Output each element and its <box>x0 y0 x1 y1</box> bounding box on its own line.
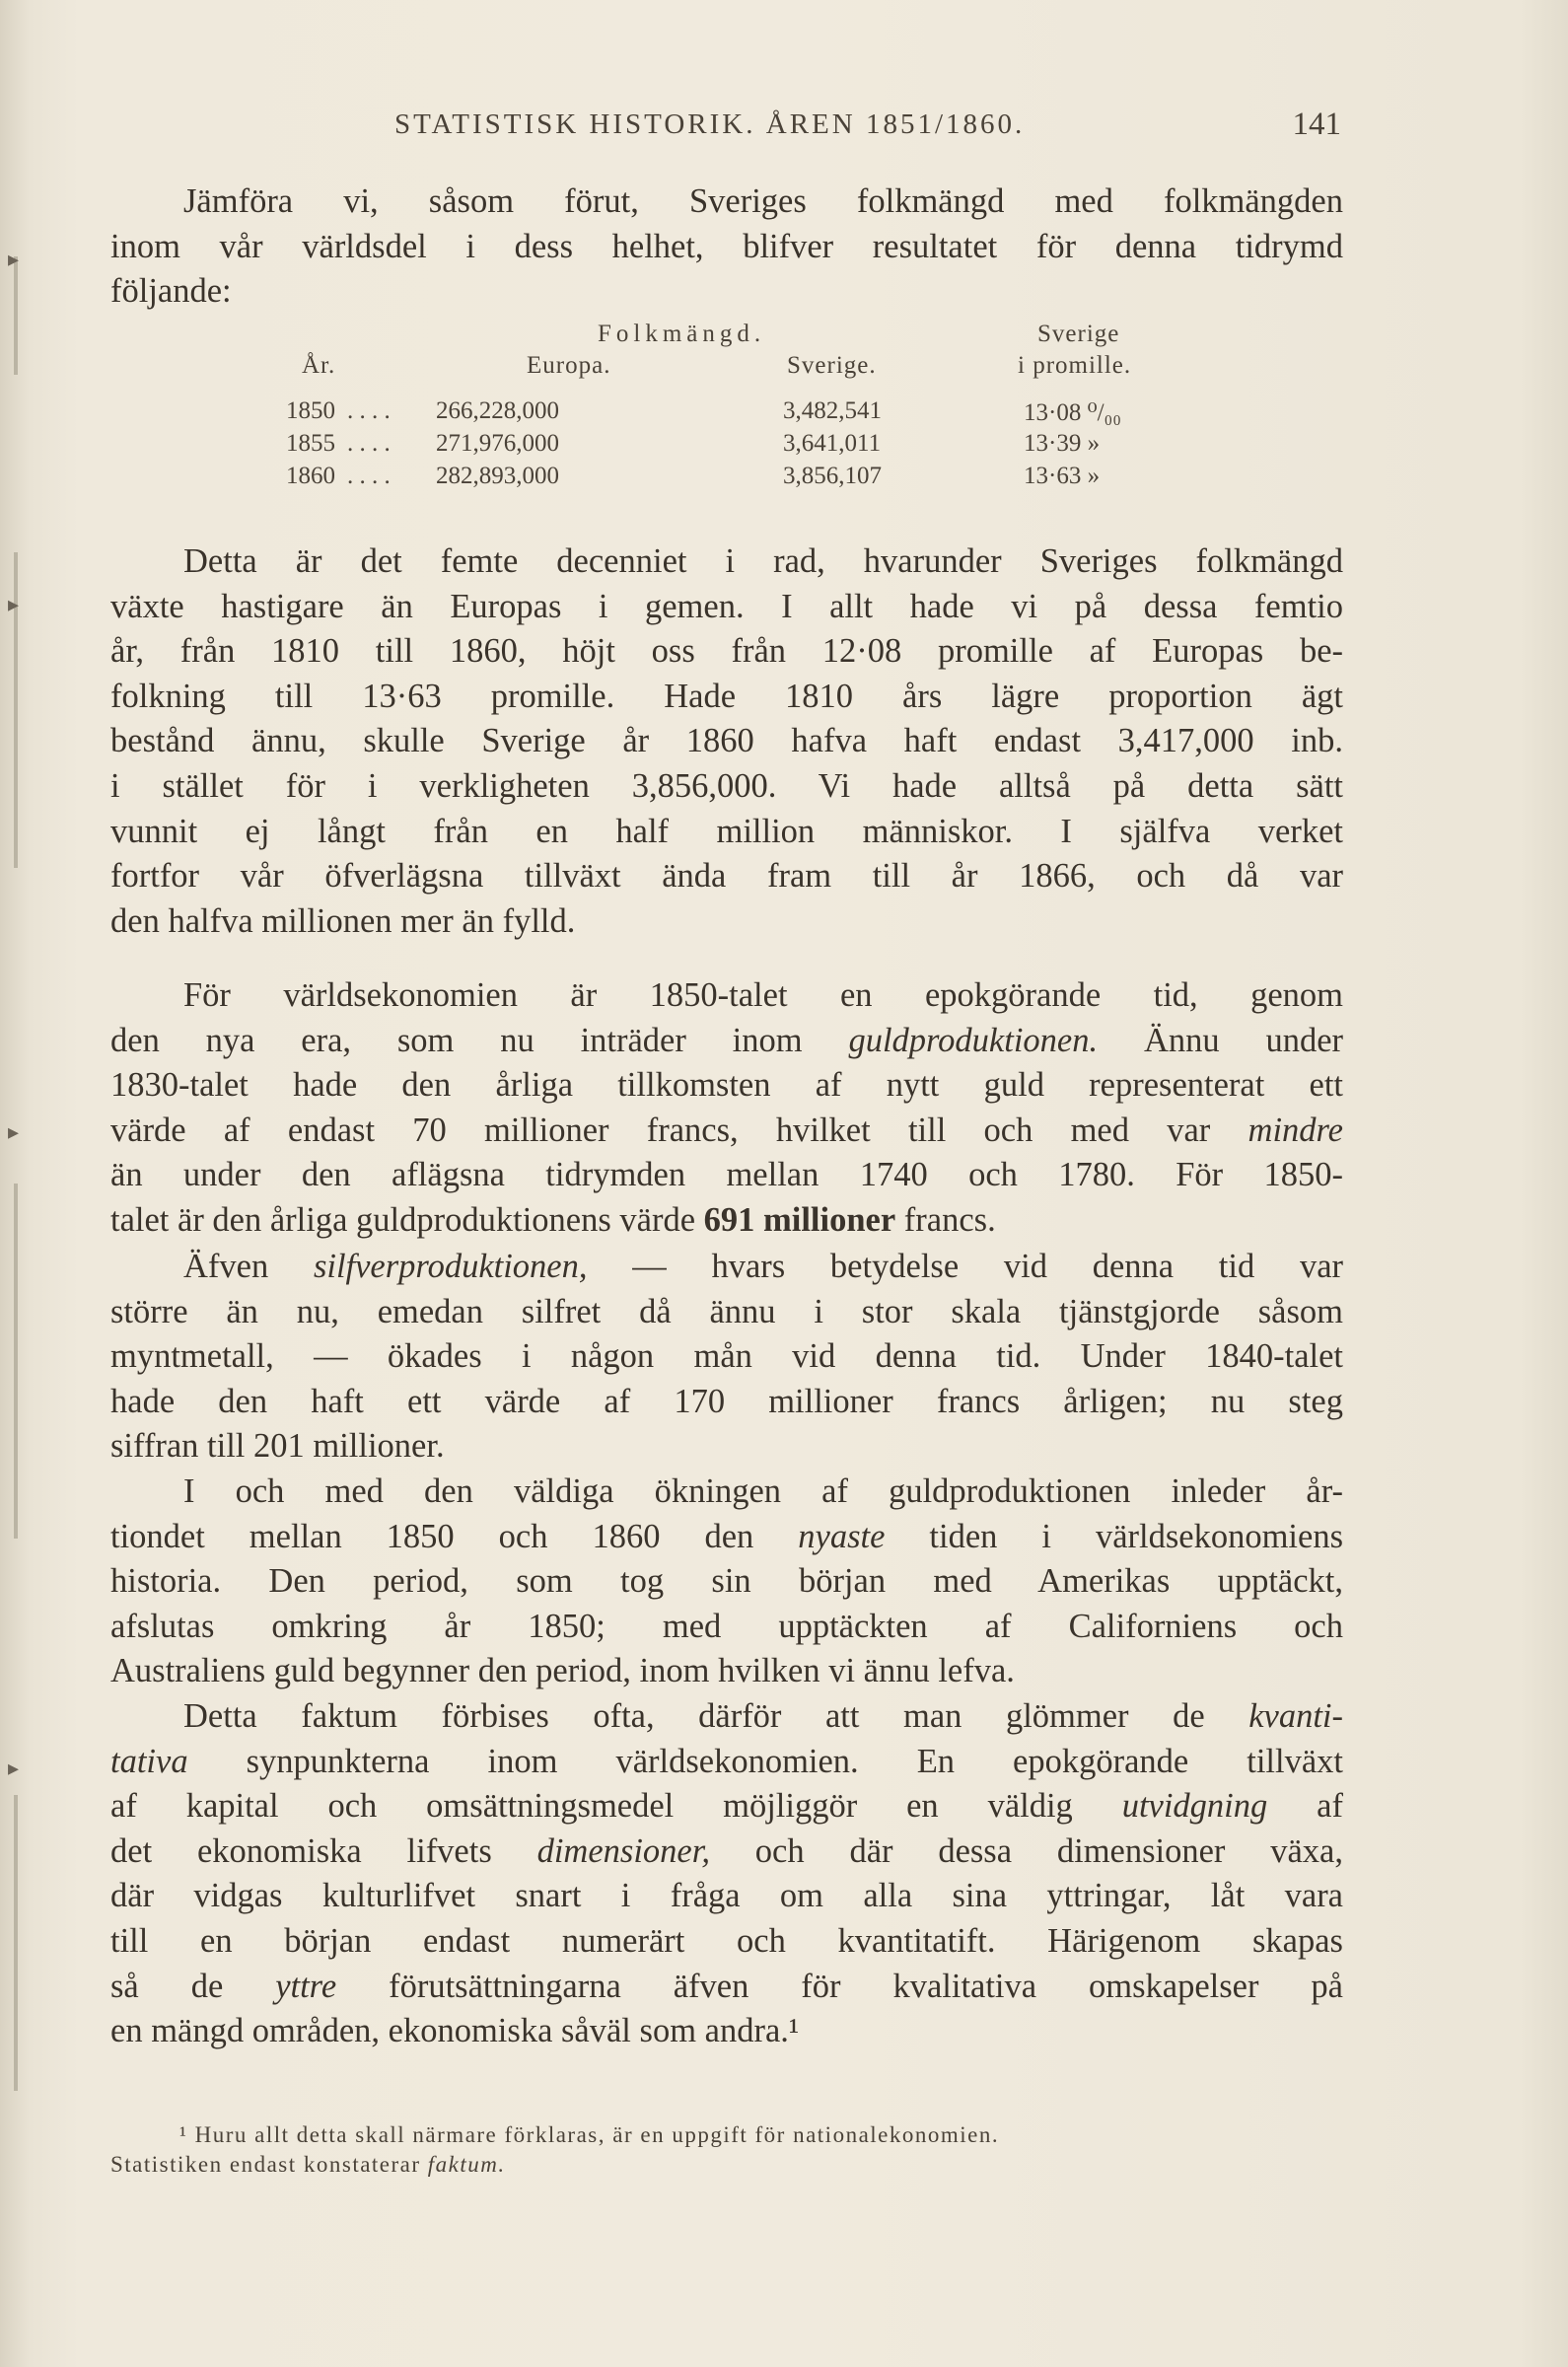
text-line: växte hastigare än Europas i gemen. I allt hade vi på dessa femtio <box>110 587 1343 625</box>
text-line: af kapital och omsättningsmedel möjliggör en väldig utvidgning af <box>110 1787 1343 1826</box>
year-cell: 1855 <box>286 430 335 457</box>
group-header: Folkmängd. <box>598 321 766 347</box>
text-line: historia. Den period, som tog sin början med Amerikas upptäckt, <box>110 1562 1343 1601</box>
text-line: tativa synpunkterna inom världsekonomien. En epokgörande tillväxt <box>110 1742 1343 1780</box>
col-year-header: År. <box>302 352 336 379</box>
promille-cell: 13·63 » <box>1024 463 1101 489</box>
col-sverige-header: Sverige. <box>787 352 877 379</box>
text-line: För världsekonomien är 1850-talet en epokgörande tid, genom <box>183 976 1343 1014</box>
footnote-line: ¹ Huru allt detta skall närmare förklaras, är en uppgift för nationalekonomien. <box>179 2122 1000 2147</box>
footnote <box>110 2120 1343 2180</box>
text-line: myntmetall, — ökades i någon mån vid denna tid. Under 1840-talet <box>110 1337 1343 1376</box>
text-line: afslutas omkring år 1850; med upptäckten af Californiens och <box>110 1607 1343 1645</box>
paragraph-decennium <box>110 539 1343 944</box>
text-line: värde af endast 70 millioner francs, hvilket till och med var mindre <box>110 1111 1343 1149</box>
text-line: en mängd områden, ekonomiska såväl som andra.¹ <box>110 2012 800 2050</box>
text-line: Australiens guld begynner den period, inom hvilken vi ännu lefva. <box>110 1652 1015 1690</box>
paragraph-faktum <box>110 1694 1343 2054</box>
text-line: hade den haft ett värde af 170 millioner francs årligen; nu steg <box>110 1382 1343 1420</box>
text-line: vunnit ej långt från en half million människor. I själfva verket <box>110 812 1343 850</box>
text-line: till en början endast numerärt och kvantitatift. Härigenom skapas <box>110 1921 1343 1960</box>
binding-edge-mark <box>14 1795 18 2091</box>
sverige-cell: 3,641,011 <box>783 430 882 457</box>
sverige-header-top: Sverige <box>1037 321 1120 347</box>
leader-dots: . . . . <box>347 430 391 457</box>
text-line: bestånd ännu, skulle Sverige år 1860 hafva haft endast 3,417,000 inb. <box>110 722 1343 760</box>
sverige-cell: 3,482,541 <box>783 397 882 424</box>
text-line: så de yttre förutsättningarna äfven för kvalitativa omskapelser på <box>110 1967 1343 2005</box>
text-line: Jämföra vi, såsom förut, Sveriges folkmängd med folkmängden <box>183 182 1343 220</box>
text-line: 1830-talet hade den årliga tillkomsten af nytt guld representerat ett <box>110 1066 1343 1105</box>
promille-cell: 13·08 ⁰/₀₀ <box>1024 399 1121 426</box>
text-line: siffran till 201 millioner. <box>110 1427 445 1466</box>
text-line: folkning till 13·63 promille. Hade 1810 års lägre proportion ägt <box>110 677 1343 715</box>
text-line: talet är den årliga guldproduktionens värde 691 millioner francs. <box>110 1200 996 1239</box>
text-line: det ekonomiska lifvets dimensioner, och där dessa dimensioner växa, <box>110 1831 1343 1870</box>
text-line: tiondet mellan 1850 och 1860 den nyaste tiden i världsekonomiens <box>110 1517 1343 1555</box>
footnote-line: Statistiken endast konstaterar faktum. <box>110 2152 506 2177</box>
paragraph-silfverproduktion <box>110 1245 1343 1470</box>
text-line: år, från 1810 till 1860, höjt oss från 12·08 promille af Europas be- <box>110 632 1343 671</box>
paragraph-aartiondet <box>110 1470 1343 1694</box>
text-line: I och med den väldiga ökningen af guldproduktionen inleder år- <box>183 1472 1343 1510</box>
text-line: den halfva millionen mer än fylld. <box>110 901 576 940</box>
year-cell: 1860 <box>286 463 335 489</box>
sverige-cell: 3,856,107 <box>783 463 882 489</box>
table-row <box>286 430 1193 464</box>
margin-arrow-icon: ▸ <box>8 247 20 271</box>
col-europa-header: Europa. <box>527 352 611 379</box>
binding-edge-mark <box>14 256 18 375</box>
intro-paragraph <box>110 179 1343 315</box>
col-promille-header: i promille. <box>1018 352 1132 379</box>
table-row <box>286 463 1193 496</box>
running-title: STATISTISK HISTORIK. ÅREN 1851/1860. <box>394 108 1026 140</box>
running-head <box>394 108 1341 148</box>
europa-cell: 282,893,000 <box>436 463 559 489</box>
page-number: 141 <box>1292 107 1341 142</box>
text-line: Äfven silfverproduktionen, — hvars betydelse vid denna tid var <box>183 1248 1343 1285</box>
europa-cell: 266,228,000 <box>436 397 559 424</box>
text-line: än under den aflägsna tidrymden mellan 1740 och 1780. För 1850- <box>110 1156 1343 1194</box>
text-line: där vidgas kulturlifvet snart i fråga om alla sina yttringar, låt vara <box>110 1877 1343 1915</box>
text-line: den nya era, som nu inträder inom guldproduktionen. Ännu under <box>110 1021 1344 1059</box>
margin-arrow-icon: ▸ <box>8 1119 20 1144</box>
text-line: Detta faktum förbises ofta, därför att man glömmer de kvanti- <box>183 1697 1343 1735</box>
margin-arrow-icon: ▸ <box>8 1756 20 1780</box>
text-line: fortfor vår öfverlägsna tillväxt ända fram till år 1866, och då var <box>110 857 1343 896</box>
text-line: större än nu, emedan silfret då ännu i stor skala tjänstgjorde såsom <box>110 1292 1343 1330</box>
text-line: i stället för i verkligheten 3,856,000. Vi hade alltså på detta sätt <box>110 766 1343 805</box>
margin-arrow-icon: ▸ <box>8 592 20 616</box>
year-cell: 1850 <box>286 397 335 424</box>
text-line: följande: <box>110 272 232 311</box>
table-row <box>286 397 1193 431</box>
text-line: inom vår världsdel i dess helhet, blifver resultatet för denna tidrymd <box>110 227 1343 265</box>
binding-edge-mark <box>14 1184 18 1539</box>
leader-dots: . . . . <box>347 397 391 424</box>
paragraph-guldproduktion <box>110 973 1343 1244</box>
europa-cell: 271,976,000 <box>436 430 559 457</box>
text-line: Detta är det femte decenniet i rad, hvarunder Sveriges folkmängd <box>183 542 1343 580</box>
promille-cell: 13·39 » <box>1024 430 1101 457</box>
leader-dots: . . . . <box>347 463 391 489</box>
